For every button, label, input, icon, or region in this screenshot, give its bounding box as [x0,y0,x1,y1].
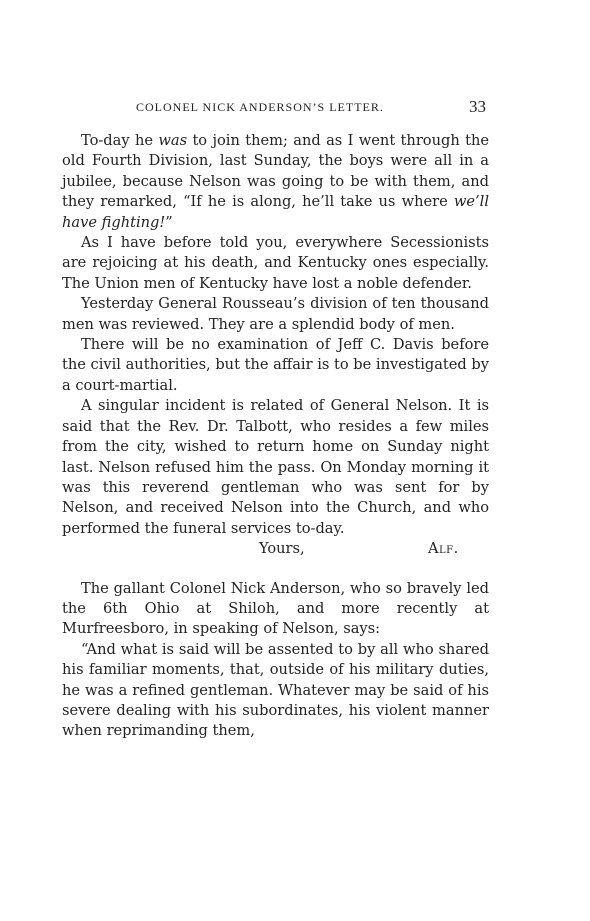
paragraph [62,335,489,396]
paragraph [62,579,489,640]
text-run: The gallant Colonel Nick Anderson, who so bravely led the 6th Ohio at Shiloh, and more recently at Murfreesboro, in speaking of Nelson, says: [62,579,489,638]
text-run: “And what is said will be assented to by all who shared his familiar moments, that, outside of his military duties, he was a refined gentleman. Whatever may be said of his severe dealing with his subordinates, his violent manner when reprimanding them, [62,640,489,740]
body-text [62,131,489,742]
signature-name: Alf. [428,540,459,558]
text-run: A singular incident is related of General Nelson. It is said that the Rev. Dr. Talbott, who resides a few miles from the city, wished to return home on Sunday night last. Nelson refused him the pass. On Monday morning it was this reverend gentleman who was sent for by Nelson, and received Nelson into the Church, and who performed the funeral services to-day. [62,397,489,537]
text-run: To-day he [80,132,159,149]
running-header [60,97,490,117]
text-run: There will be no examination of Jeff C. Davis before the civil authorities, but the affair is to be investigated by a court-martial. [62,336,489,394]
italic-text: we’ll have fighting! [62,193,489,231]
text-run: As I have before told you, everywhere Secessionists are rejoicing at his death, and Kentucky ones especially. The Union men of Kentucky have lost a noble defender. [62,234,489,292]
text-run: to join them; and as I went through the old Fourth Division, last Sunday, the boys were all in a jubilee, because Nelson was going to be with them, and they remarked, “If he is along, he’ll take us where [62,132,489,211]
paragraph [62,233,489,294]
signature-closing: Yours, [259,540,305,558]
running-title: COLONEL NICK ANDERSON’S LETTER. [136,100,384,114]
letter-paragraphs [62,131,489,539]
italic-text: was [158,132,188,149]
text-run: Yesterday General Rousseau’s division of ten thousand men was reviewed. They are a splendid body of men. [62,295,489,333]
commentary-paragraphs [62,579,489,742]
letter-signature [62,539,489,559]
paragraph [62,294,489,335]
paragraph [62,640,489,742]
section-gap [62,560,489,579]
paragraph [62,131,489,233]
page-number: 33 [469,97,486,116]
text-run: ” [165,213,173,231]
paragraph [62,396,489,539]
